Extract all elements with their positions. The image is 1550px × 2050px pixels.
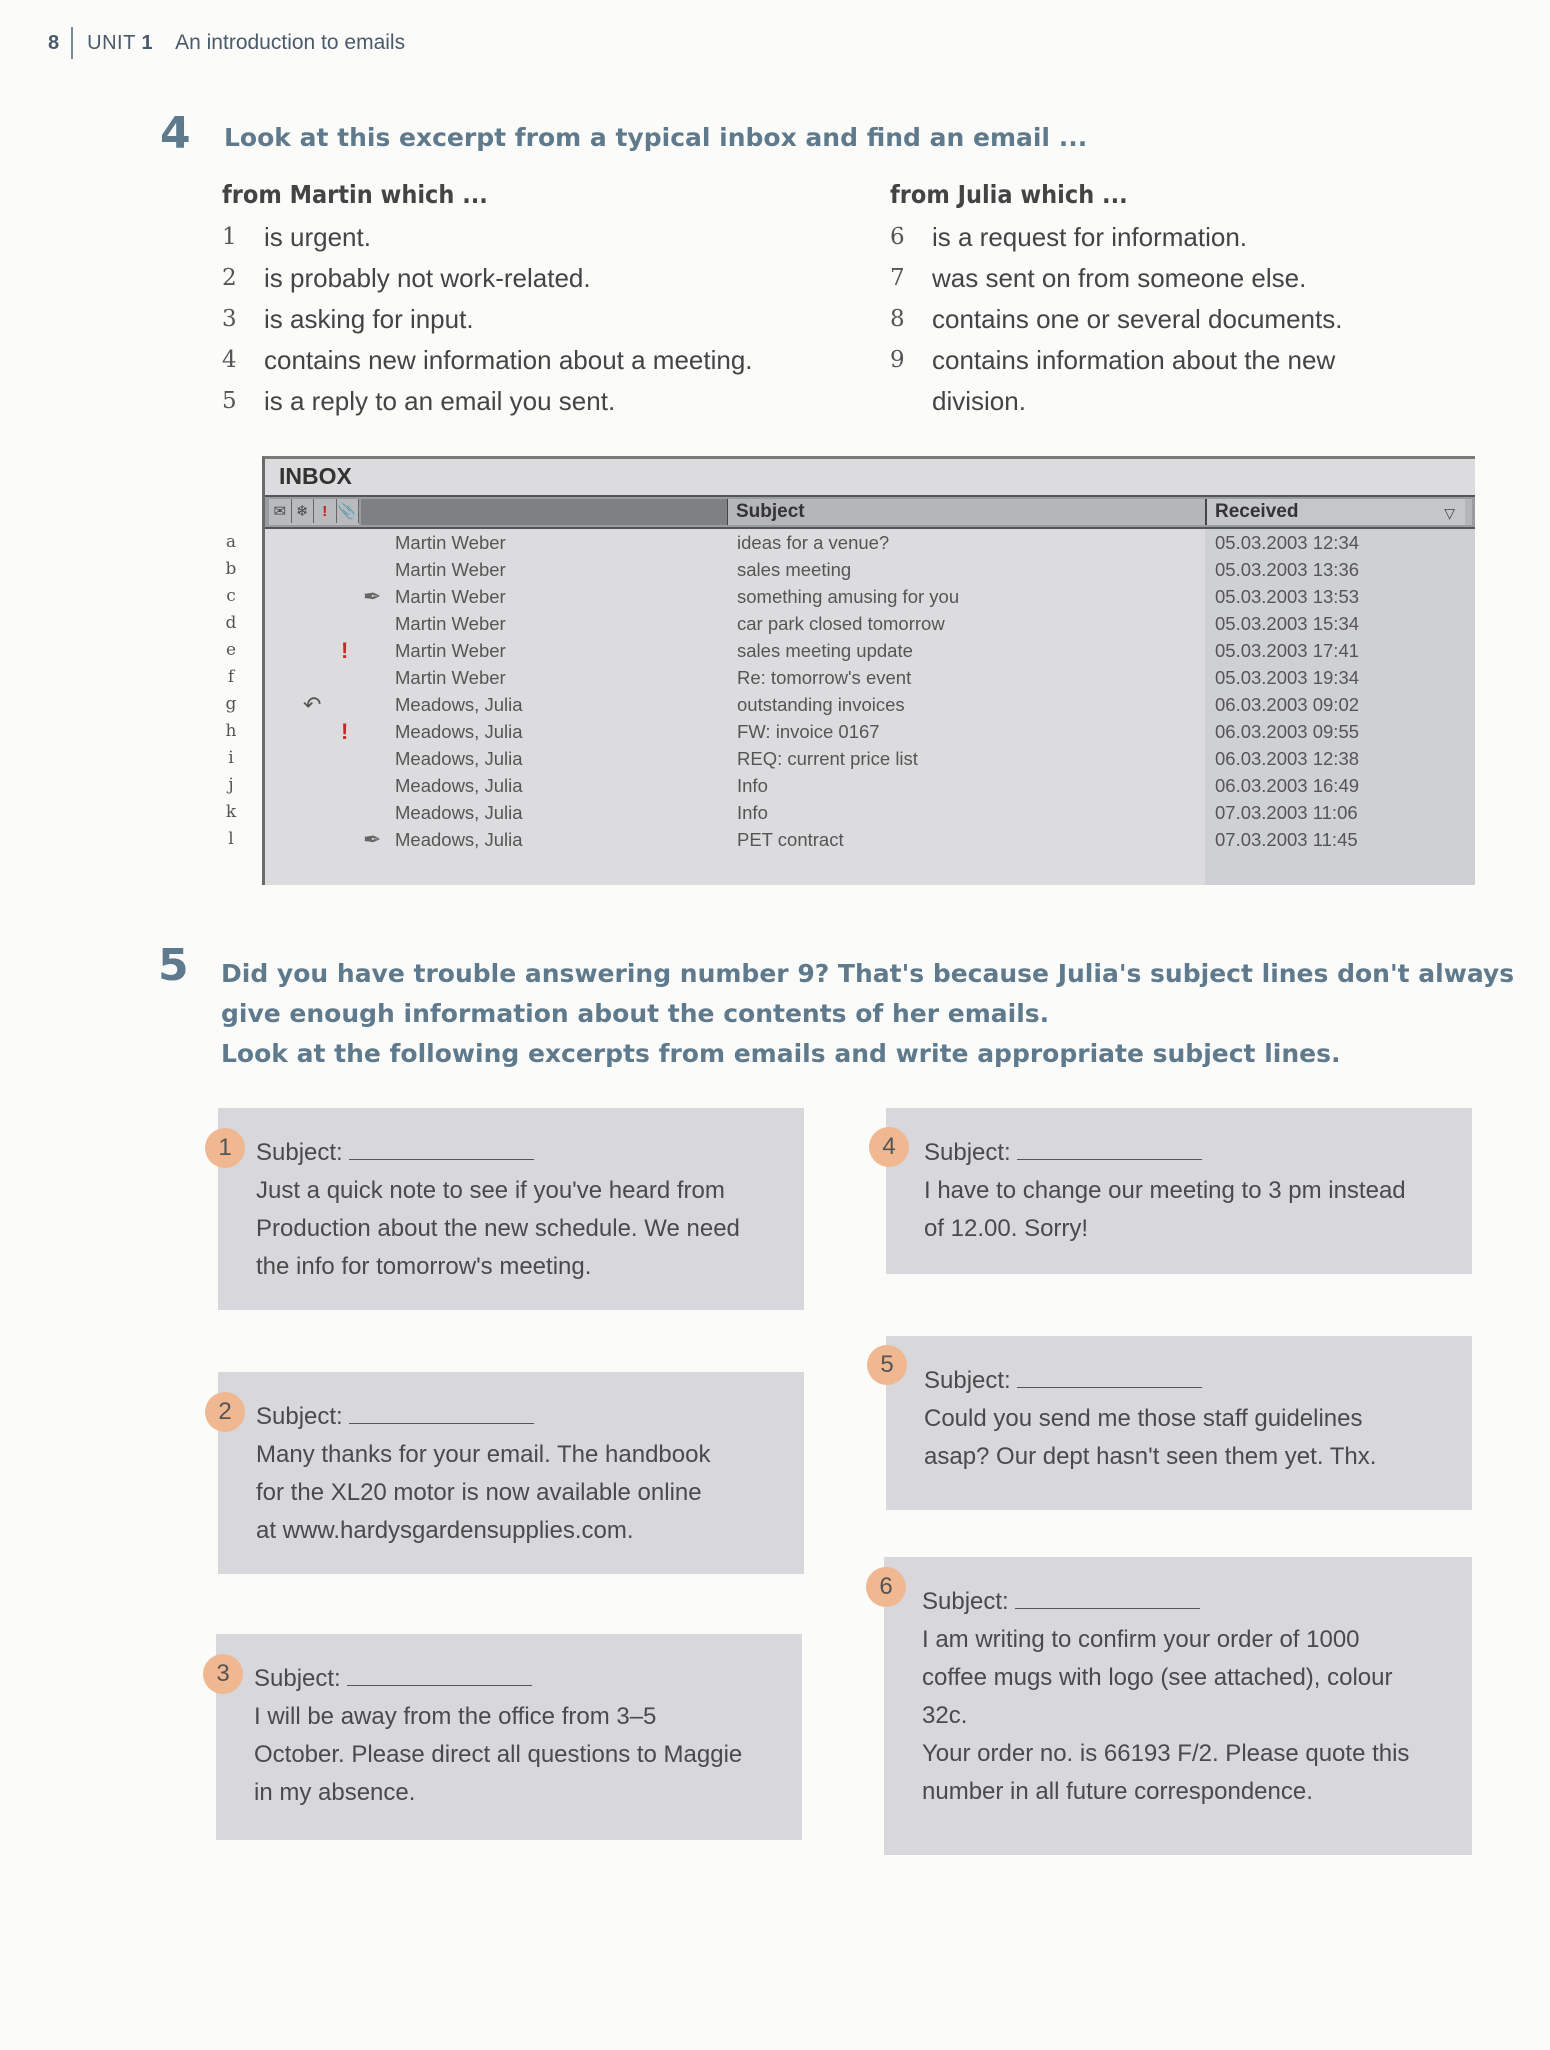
email-subject-cell: REQ: current price list (737, 748, 918, 769)
email-sender: Meadows, Julia (395, 802, 523, 823)
question-number: 1 (222, 224, 237, 250)
row-letter: j (228, 775, 234, 795)
unit-prefix: UNIT (87, 31, 136, 54)
row-letter: h (225, 721, 237, 741)
email-received-date: 05.03.2003 13:36 (1215, 559, 1360, 580)
email-row[interactable] (265, 718, 1475, 745)
subject-blank-input[interactable] (347, 1665, 532, 1686)
subject-line (254, 1660, 780, 1698)
email-number-badge: 4 (869, 1127, 909, 1167)
sort-descending-icon[interactable]: ▽ (1444, 505, 1455, 521)
row-letter: k (225, 802, 237, 822)
email-received-date: 06.03.2003 12:38 (1215, 748, 1360, 769)
julia-question-item (890, 299, 1510, 340)
julia-questions (890, 180, 1510, 422)
exercise-4-number: 4 (160, 108, 191, 159)
email-body-line: asap? Our dept hasn't seen them yet. Thx. (924, 1443, 1377, 1470)
inbox-title: INBOX (279, 463, 352, 489)
email-body-text (922, 1621, 1450, 1811)
email-sender: Martin Weber (395, 532, 506, 553)
email-excerpt-box (886, 1336, 1472, 1510)
question-text: was sent on from someone else. (932, 263, 1307, 293)
email-body-text (254, 1698, 780, 1812)
email-sender: Martin Weber (395, 613, 506, 634)
page-number: 8 (48, 31, 60, 54)
question-number: 7 (890, 265, 905, 291)
exercise-5-heading-line: Did you have trouble answering number 9? That's because Julia's subject lines don't always (221, 959, 1515, 988)
question-text: is asking for input. (264, 304, 474, 334)
email-body-line: Many thanks for your email. The handbook (256, 1441, 711, 1468)
email-sender: Martin Weber (395, 586, 506, 607)
email-body-line: at www.hardysgardensupplies.com. (256, 1517, 634, 1544)
row-letter: i (228, 748, 234, 768)
email-excerpt-box (216, 1634, 802, 1840)
subject-label: Subject: (256, 1403, 343, 1430)
subject-blank-input[interactable] (1017, 1367, 1202, 1388)
email-body-line: for the XL20 motor is now available online (256, 1479, 702, 1506)
email-body-line: coffee mugs with logo (see attached), colour (922, 1664, 1393, 1691)
subject-label: Subject: (924, 1139, 1011, 1166)
email-received-date: 07.03.2003 11:45 (1215, 829, 1358, 850)
email-subject-cell: Info (737, 802, 768, 823)
email-sender: Meadows, Julia (395, 748, 523, 769)
inbox-window (262, 456, 1475, 885)
martin-question-item (222, 258, 842, 299)
email-sender: Meadows, Julia (395, 775, 523, 796)
subject-column-header[interactable]: Subject (727, 499, 1472, 525)
subject-label: Subject: (922, 1588, 1009, 1615)
email-subject-cell: PET contract (737, 829, 844, 850)
email-body-line: Could you send me those staff guidelines (924, 1405, 1363, 1432)
email-number-badge: 3 (203, 1654, 243, 1694)
question-text: is a request for information. (932, 222, 1248, 252)
replied-icon: ↶ (303, 692, 322, 717)
email-row[interactable] (265, 529, 1475, 556)
email-subject-cell: Info (737, 775, 768, 796)
question-text: contains one or several documents. (932, 304, 1343, 334)
unit-title: An introduction to emails (175, 31, 406, 54)
martin-question-item (222, 340, 842, 381)
subject-label: Subject: (924, 1367, 1011, 1394)
exercise-5-heading (221, 954, 1514, 1074)
subject-line (924, 1362, 1450, 1400)
email-row[interactable] (265, 799, 1475, 826)
martin-questions (222, 180, 842, 422)
email-received-date: 06.03.2003 16:49 (1215, 775, 1360, 796)
question-number: 9 (890, 347, 905, 373)
envelope-icon[interactable]: ✉ (269, 499, 292, 523)
email-excerpt-box (886, 1108, 1472, 1274)
email-body-line: Production about the new schedule. We need (256, 1215, 740, 1242)
question-text: is a reply to an email you sent. (264, 386, 616, 416)
subject-label: Subject: (256, 1139, 343, 1166)
email-row[interactable] (265, 556, 1475, 583)
email-subject-cell: sales meeting (737, 559, 852, 580)
email-row[interactable] (265, 745, 1475, 772)
question-number: 8 (890, 306, 905, 332)
julia-questions-heading: from Julia which ... (890, 180, 1128, 209)
martin-questions-heading: from Martin which ... (222, 180, 488, 209)
email-body-line: 32c. (922, 1702, 968, 1729)
question-text: is probably not work-related. (264, 263, 591, 293)
unit-label (87, 32, 153, 55)
email-received-date: 05.03.2003 19:34 (1215, 667, 1360, 688)
exercise-5-heading-line: give enough information about the contents of her emails. (221, 999, 1050, 1028)
email-row[interactable] (265, 691, 1475, 718)
header-icon-bar (269, 499, 359, 525)
email-sender: Martin Weber (395, 559, 506, 580)
email-received-date: 06.03.2003 09:02 (1215, 694, 1360, 715)
email-row[interactable] (265, 664, 1475, 691)
email-body-line: October. Please direct all questions to Maggie (254, 1741, 743, 1768)
subject-line (256, 1398, 782, 1436)
email-received-date: 06.03.2003 09:55 (1215, 721, 1360, 742)
attachment-icon: ✒ (363, 584, 382, 609)
email-body-text (256, 1436, 782, 1550)
page-header (48, 26, 405, 60)
julia-question-item (890, 258, 1510, 299)
email-sender: Meadows, Julia (395, 694, 523, 715)
email-row[interactable] (265, 610, 1475, 637)
email-excerpt-box (884, 1557, 1472, 1855)
row-letter: b (225, 559, 237, 579)
email-subject-cell: ideas for a venue? (737, 532, 890, 553)
martin-question-item (222, 381, 842, 422)
email-received-date: 05.03.2003 15:34 (1215, 613, 1360, 634)
email-number-badge: 5 (867, 1345, 907, 1385)
email-sender: Martin Weber (395, 640, 506, 661)
email-body-text (924, 1400, 1450, 1476)
julia-question-item (890, 381, 1510, 422)
snowflake-icon[interactable]: ❄ (292, 499, 315, 523)
question-number: 3 (222, 306, 237, 332)
email-body-line: I am writing to confirm your order of 1000 (922, 1626, 1360, 1653)
high-priority-icon: ! (341, 638, 349, 663)
email-subject-cell: outstanding invoices (737, 694, 905, 715)
email-number-badge: 6 (866, 1567, 906, 1607)
email-row[interactable] (265, 583, 1475, 610)
email-subject-cell: something amusing for you (737, 586, 960, 607)
email-excerpt-box (218, 1372, 804, 1574)
exclamation-icon[interactable]: ! (314, 499, 337, 523)
email-excerpt-box (218, 1108, 804, 1310)
subject-line (924, 1134, 1450, 1172)
question-number: 2 (222, 265, 237, 291)
question-number (890, 381, 932, 422)
row-letter: f (227, 667, 235, 687)
received-column-label: Received (1215, 501, 1299, 522)
question-number: 6 (890, 224, 905, 250)
subject-blank-input[interactable] (349, 1139, 534, 1160)
email-subject-cell: FW: invoice 0167 (737, 721, 880, 742)
email-received-date: 05.03.2003 13:53 (1215, 586, 1360, 607)
subject-label: Subject: (254, 1665, 341, 1692)
unit-number: 1 (141, 31, 154, 54)
paperclip-icon[interactable]: 📎 (337, 499, 360, 523)
email-sender: Meadows, Julia (395, 829, 523, 850)
subject-blank-input[interactable] (1017, 1139, 1202, 1160)
high-priority-icon: ! (341, 719, 349, 744)
email-number-badge: 2 (205, 1392, 245, 1432)
email-received-date: 07.03.2003 11:06 (1215, 802, 1358, 823)
martin-question-item (222, 217, 842, 258)
email-subject-cell: sales meeting update (737, 640, 913, 661)
email-number-badge: 1 (205, 1128, 245, 1168)
question-number: 5 (222, 388, 237, 414)
row-letter: g (225, 694, 237, 714)
email-body-line: Your order no. is 66193 F/2. Please quote this (922, 1740, 1410, 1767)
email-body-line: of 12.00. Sorry! (924, 1215, 1089, 1242)
exercise-5-heading-line: Look at the following excerpts from emails and write appropriate subject lines. (221, 1039, 1341, 1068)
email-body-line: Just a quick note to see if you've heard from (256, 1177, 725, 1204)
subject-blank-input[interactable] (1015, 1588, 1200, 1609)
email-received-date: 05.03.2003 17:41 (1215, 640, 1360, 661)
email-received-date: 05.03.2003 12:34 (1215, 532, 1360, 553)
row-letter: d (225, 613, 237, 633)
question-text: contains new information about a meeting. (264, 345, 753, 375)
email-body-text (256, 1172, 782, 1286)
question-text: division. (932, 386, 1026, 416)
email-row[interactable] (265, 772, 1475, 799)
email-body-line: I have to change our meeting to 3 pm instead (924, 1177, 1406, 1204)
email-body-text (924, 1172, 1450, 1248)
email-subject-cell: Re: tomorrow's event (737, 667, 912, 688)
subject-line (256, 1134, 782, 1172)
row-letter: c (226, 586, 236, 606)
email-row[interactable] (265, 637, 1475, 664)
martin-question-item (222, 299, 842, 340)
exercise-4-heading: Look at this excerpt from a typical inbox and find an email ... (224, 123, 1088, 152)
row-letter: a (225, 532, 237, 552)
question-text: contains information about the new (932, 345, 1336, 375)
email-body-line: the info for tomorrow's meeting. (256, 1253, 592, 1280)
row-letter: l (228, 829, 234, 849)
header-divider (71, 27, 73, 59)
question-number: 4 (222, 347, 237, 373)
email-sender: Meadows, Julia (395, 721, 523, 742)
martin-question-list (222, 217, 842, 422)
row-letter: e (225, 640, 237, 660)
question-text: is urgent. (264, 222, 371, 252)
email-subject-cell: car park closed tomorrow (737, 613, 945, 634)
email-body-line: I will be away from the office from 3–5 (254, 1703, 657, 1730)
inbox-column-header (265, 495, 1475, 529)
julia-question-item (890, 340, 1510, 381)
subject-line (922, 1583, 1450, 1621)
email-body-line: in my absence. (254, 1779, 416, 1806)
email-row[interactable] (265, 826, 1475, 853)
email-body-line: number in all future correspondence. (922, 1778, 1313, 1805)
julia-question-item (890, 217, 1510, 258)
subject-blank-input[interactable] (349, 1403, 534, 1424)
attachment-icon: ✒ (363, 827, 382, 852)
email-sender: Martin Weber (395, 667, 506, 688)
received-column-header[interactable] (1205, 499, 1465, 525)
julia-question-list (890, 217, 1510, 422)
exercise-5-number: 5 (158, 940, 189, 991)
